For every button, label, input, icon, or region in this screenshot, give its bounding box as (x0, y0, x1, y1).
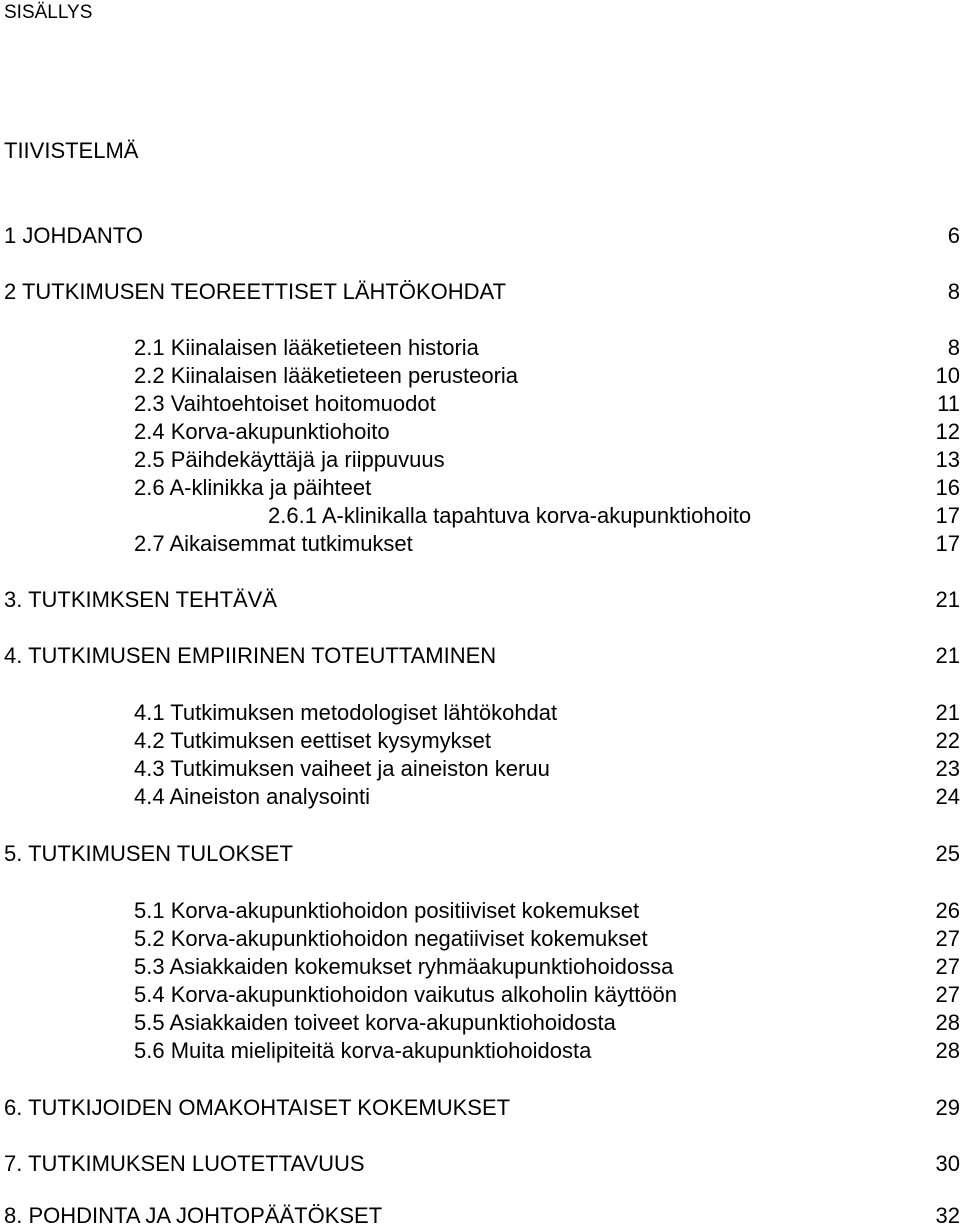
toc-entry-page: 17 (935, 531, 960, 556)
toc-entry (0, 981, 960, 1009)
toc-entry-page: 6 (947, 223, 960, 248)
toc-entry-label: 2.6.1 A-klinikalla tapahtuva korva-akupunktiohoito (268, 503, 752, 528)
toc-abstract-heading: TIIVISTELMÄ (4, 138, 139, 163)
toc-entry (0, 418, 960, 446)
toc-entry-page: 21 (935, 700, 960, 725)
toc-entry-page: 32 (935, 1203, 960, 1228)
toc-entry (0, 727, 960, 755)
toc-entry-label: 2.7 Aikaisemmat tutkimukset (134, 531, 413, 556)
toc-entry-label: 5. TUTKIMUSEN TULOKSET (4, 841, 293, 866)
toc-entry-label: 8. POHDINTA JA JOHTOPÄÄTÖKSET (4, 1203, 383, 1228)
toc-entry-page: 23 (935, 756, 960, 781)
toc-entry (0, 502, 960, 530)
toc-entry (0, 783, 960, 811)
page-title: SISÄLLYS (4, 2, 93, 23)
toc-entry (0, 1037, 960, 1065)
toc-entry-label: 5.4 Korva-akupunktiohoidon vaikutus alkoholin käyttöön (134, 982, 678, 1007)
toc-entry-label: 4. TUTKIMUSEN EMPIIRINEN TOTEUTTAMINEN (4, 643, 497, 668)
toc-entry-label: 4.2 Tutkimuksen eettiset kysymykset (134, 728, 492, 753)
toc-entry (0, 334, 960, 362)
toc-entry-label: 5.1 Korva-akupunktiohoidon positiiviset kokemukset (134, 898, 640, 923)
toc-entry-label: 5.2 Korva-akupunktiohoidon negatiiviset kokemukset (134, 926, 648, 951)
toc-entry-page: 28 (935, 1010, 960, 1035)
toc-entry-label: 5.3 Asiakkaiden kokemukset ryhmäakupunktiohoidossa (134, 954, 674, 979)
toc-entry-label: 6. TUTKIJOIDEN OMAKOHTAISET KOKEMUKSET (4, 1095, 511, 1120)
toc-entry (0, 530, 960, 558)
toc-entry-page: 17 (935, 503, 960, 528)
toc-entry-label: 4.3 Tutkimuksen vaiheet ja aineiston keruu (134, 756, 550, 781)
toc-entry-label: 4.4 Aineiston analysointi (134, 784, 371, 809)
toc-entry-page: 16 (935, 475, 960, 500)
toc-entry-label: 3. TUTKIMKSEN TEHTÄVÄ (4, 587, 278, 612)
toc-entry (0, 755, 960, 783)
toc-entry-page: 28 (935, 1038, 960, 1063)
toc-entry-page: 29 (935, 1095, 960, 1120)
toc-entry-page: 26 (935, 898, 960, 923)
toc-entry-page: 22 (935, 728, 960, 753)
toc-entry-label: 7. TUTKIMUKSEN LUOTETTAVUUS (4, 1151, 365, 1176)
toc-entry-page: 12 (935, 419, 960, 444)
toc-entry-label: 2.3 Vaihtoehtoiset hoitomuodot (134, 391, 436, 416)
toc-entry-page: 11 (937, 391, 960, 416)
toc-entry-page: 24 (935, 784, 960, 809)
toc-entry-page: 13 (935, 447, 960, 472)
toc-entry-page: 27 (935, 926, 960, 951)
toc-entry (0, 474, 960, 502)
toc-entry-label: 5.5 Asiakkaiden toiveet korva-akupunktiohoidosta (134, 1010, 616, 1035)
toc-entry (0, 1009, 960, 1037)
toc-entry-page: 8 (947, 335, 960, 360)
toc-entry (0, 897, 960, 925)
toc-entry-label: 2.1 Kiinalaisen lääketieteen historia (134, 335, 479, 360)
toc-entry (0, 1150, 960, 1178)
toc-entry-label: 2.6 A-klinikka ja päihteet (134, 475, 372, 500)
toc-entry (0, 1202, 960, 1230)
toc-entry-page: 10 (935, 363, 960, 388)
toc-entry-label: 2.2 Kiinalaisen lääketieteen perusteoria (134, 363, 519, 388)
toc-entry-page: 25 (935, 841, 960, 866)
toc-entry (0, 925, 960, 953)
toc-entry-page: 27 (935, 982, 960, 1007)
toc-entry (0, 953, 960, 981)
toc-entry (0, 1094, 960, 1122)
toc-entry-label: 2.4 Korva-akupunktiohoito (134, 419, 390, 444)
toc-entry (0, 278, 960, 306)
toc-entry-label: 2.5 Päihdekäyttäjä ja riippuvuus (134, 447, 445, 472)
toc-entry-page: 8 (947, 279, 960, 304)
toc-entry (0, 840, 960, 868)
toc-entry (0, 446, 960, 474)
toc-entry-label: 2 TUTKIMUSEN TEOREETTISET LÄHTÖKOHDAT (4, 279, 507, 304)
toc-entry-page: 21 (935, 643, 960, 668)
toc-entry-label: 4.1 Tutkimuksen metodologiset lähtökohdat (134, 700, 558, 725)
toc-entry (0, 699, 960, 727)
toc-entry-label: 5.6 Muita mielipiteitä korva-akupunktiohoidosta (134, 1038, 592, 1063)
toc-entry (0, 642, 960, 670)
toc-entry (0, 586, 960, 614)
toc-entry (0, 362, 960, 390)
toc-entry (0, 222, 960, 250)
toc-entry-page: 27 (935, 954, 960, 979)
toc-entry (0, 390, 960, 418)
toc-entry-page: 21 (935, 587, 960, 612)
toc-entry-page: 30 (935, 1151, 960, 1176)
toc-entry-label: 1 JOHDANTO (4, 223, 143, 248)
